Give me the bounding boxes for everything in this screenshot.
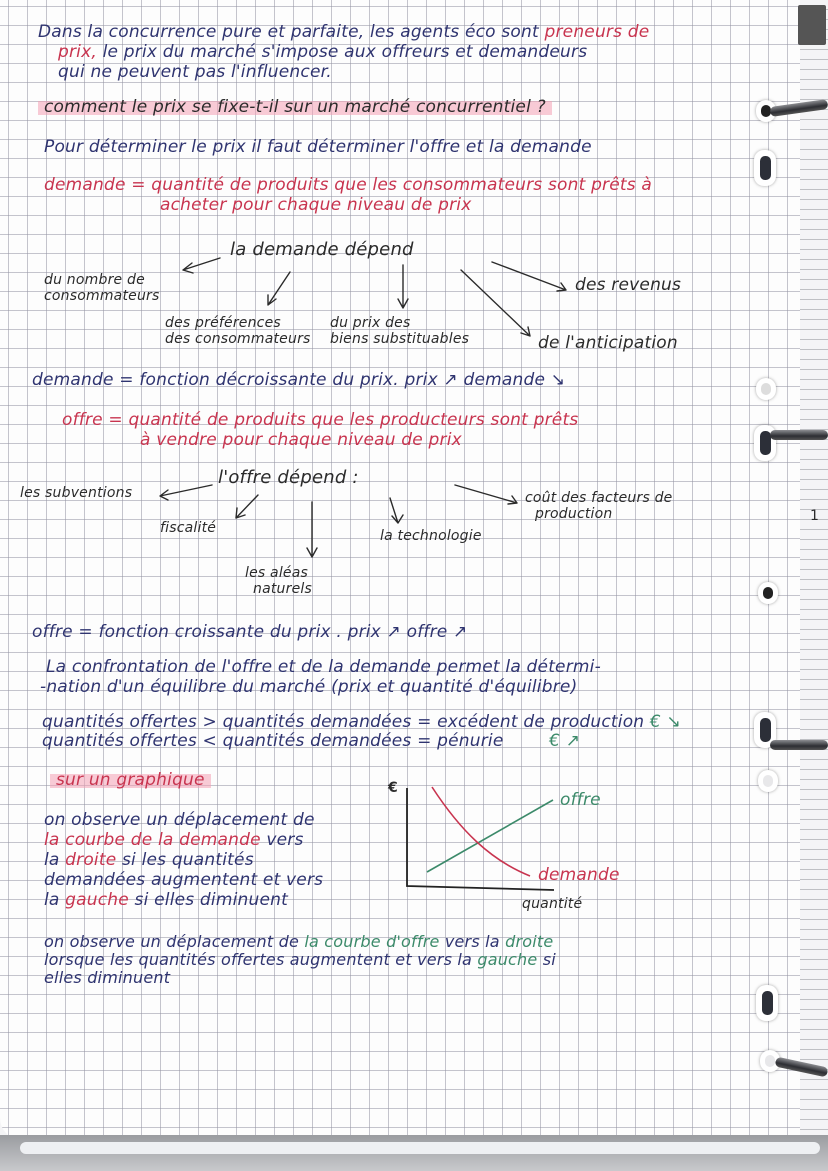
supply-factor-technologie: la technologie <box>380 528 482 544</box>
arrow-icon <box>455 485 517 504</box>
supply-definition-line-2: à vendre pour chaque niveau de prix <box>140 430 462 450</box>
supply-factor-cout <box>525 490 673 522</box>
intro-text: le prix du marché s'impose aux offreurs et demandeurs <box>102 42 588 62</box>
shortage-line <box>42 731 580 751</box>
factor-line: du prix des <box>330 315 411 331</box>
confrontation-line-1: La confrontation de l'offre et de la demande permet la détermi- <box>46 657 601 677</box>
text-segment: si les quantités <box>116 850 254 870</box>
supply-shift-line-2 <box>44 950 556 970</box>
supply-demand-sketch <box>370 760 670 920</box>
graph-text-line-5 <box>44 890 288 910</box>
supply-function: offre = fonction croissante du prix . prix ↗ offre ↗ <box>32 622 468 642</box>
text-segment: droite <box>65 850 117 870</box>
text-segment: la <box>44 850 66 870</box>
text-segment: la <box>44 890 66 910</box>
intro-text: Dans la concurrence pure et parfaite, les agents éco sont <box>38 22 539 42</box>
arrow-icon <box>307 502 317 557</box>
x-axis-label: quantité <box>522 896 583 912</box>
demand-definition-line-2: acheter pour chaque niveau de prix <box>160 195 472 215</box>
price-down-mark: € ↘ <box>649 712 681 732</box>
arrow-icon <box>268 272 290 305</box>
text-segment: la courbe d'offre <box>304 932 440 951</box>
factor-line: les aléas <box>245 565 309 581</box>
arrow-icon <box>390 498 403 523</box>
supply-curve-label: offre <box>560 790 601 810</box>
axes <box>407 788 554 890</box>
binder-hole <box>756 378 776 400</box>
demand-curve <box>432 787 530 876</box>
sketch-svg <box>370 760 670 920</box>
shortage-text: quantités offertes < quantités demandées = pénurie <box>42 731 504 751</box>
text-segment: si elles diminuent <box>128 890 288 910</box>
text-segment: gauche <box>65 890 129 910</box>
question-heading-text: comment le prix se fixe-t-il sur un marché concurrentiel ? <box>38 97 552 117</box>
supply-shift-line-3: elles diminuent <box>44 968 171 987</box>
arrow-icon <box>398 265 408 308</box>
demand-function: demande = fonction décroissante du prix. prix ↗ demande ↘ <box>32 370 566 390</box>
binder-ring <box>770 740 828 750</box>
surplus-text: quantités offertes > quantités demandées = excédent de production <box>42 712 645 732</box>
demand-factor-revenus: des revenus <box>575 275 682 295</box>
confrontation-line-2: -nation d'un équilibre du marché (prix et quantité d'équilibre) <box>40 677 578 697</box>
demand-definition-line-1: demande = quantité de produits que les consommateurs sont prêts à <box>44 175 653 195</box>
factor-line: coût des facteurs de <box>525 490 673 506</box>
intro-line-3: qui ne peuvent pas l'influencer. <box>58 62 332 82</box>
supply-shift-line-1 <box>44 932 553 952</box>
determine-line: Pour déterminer le prix il faut déterminer l'offre et la demande <box>44 137 592 157</box>
notebook-edge-top <box>798 5 826 45</box>
graph-text-line-4 <box>44 870 323 890</box>
arrow-icon <box>160 485 212 500</box>
arrow-icon <box>492 262 566 291</box>
text-segment: la courbe de la demande <box>44 830 261 850</box>
factor-line: production <box>535 506 613 522</box>
graph-text-line-1 <box>44 810 315 830</box>
margin-number: 1 <box>810 508 820 524</box>
text-segment: droite <box>505 932 554 951</box>
factor-line: consommateurs <box>44 288 160 304</box>
y-axis-label: € <box>388 780 398 796</box>
factor-line: biens substituables <box>330 331 470 347</box>
binder-hole <box>758 770 778 792</box>
binder-hole <box>754 150 776 186</box>
graph-text-line-2 <box>44 830 304 850</box>
price-up-mark: € ↗ <box>549 731 581 751</box>
graph-heading-text: sur un graphique <box>50 770 211 790</box>
demand-curve-label: demande <box>538 865 620 885</box>
factor-line: des préférences <box>165 315 281 331</box>
text-segment: si <box>542 950 556 969</box>
text-segment: on observe un déplacement de <box>44 810 315 830</box>
factor-line: du nombre de <box>44 272 145 288</box>
arrow-icon <box>236 495 258 518</box>
text-segment: demandées augmentent et vers <box>44 870 324 890</box>
text-segment: on observe un déplacement de <box>44 932 300 951</box>
binder-hole <box>756 985 778 1021</box>
intro-keyword-prix: prix, <box>58 42 97 62</box>
supply-factor-subventions: les subventions <box>20 485 133 501</box>
supply-factor-fiscalite: fiscalité <box>160 520 217 536</box>
graph-text-line-3 <box>44 850 254 870</box>
intro-keyword: preneurs de <box>544 22 650 42</box>
text-segment: vers la <box>444 932 500 951</box>
graph-section-heading <box>50 770 211 790</box>
demand-factor-anticipation: de l'anticipation <box>538 333 678 353</box>
arrow-icon <box>461 270 530 336</box>
binder-hole <box>758 582 778 604</box>
demand-diagram-center: la demande dépend <box>230 239 414 260</box>
text-segment: vers <box>260 830 304 850</box>
text-segment: gauche <box>477 950 538 969</box>
text-segment: lorsque les quantités offertes augmentent et vers la <box>44 950 473 969</box>
arrow-icon <box>183 258 220 273</box>
supply-factor-aleas <box>245 565 312 597</box>
supply-diagram-center: l'offre dépend : <box>218 467 359 488</box>
underlying-sheet <box>20 1142 820 1154</box>
factor-line: des consommateurs <box>165 331 311 347</box>
binder-ring <box>770 430 828 440</box>
notebook-edge <box>800 0 828 1171</box>
surplus-line <box>42 712 681 732</box>
factor-line: naturels <box>253 581 312 597</box>
supply-curve <box>427 800 553 872</box>
supply-definition-line-1: offre = quantité de produits que les producteurs sont prêts <box>62 410 579 430</box>
